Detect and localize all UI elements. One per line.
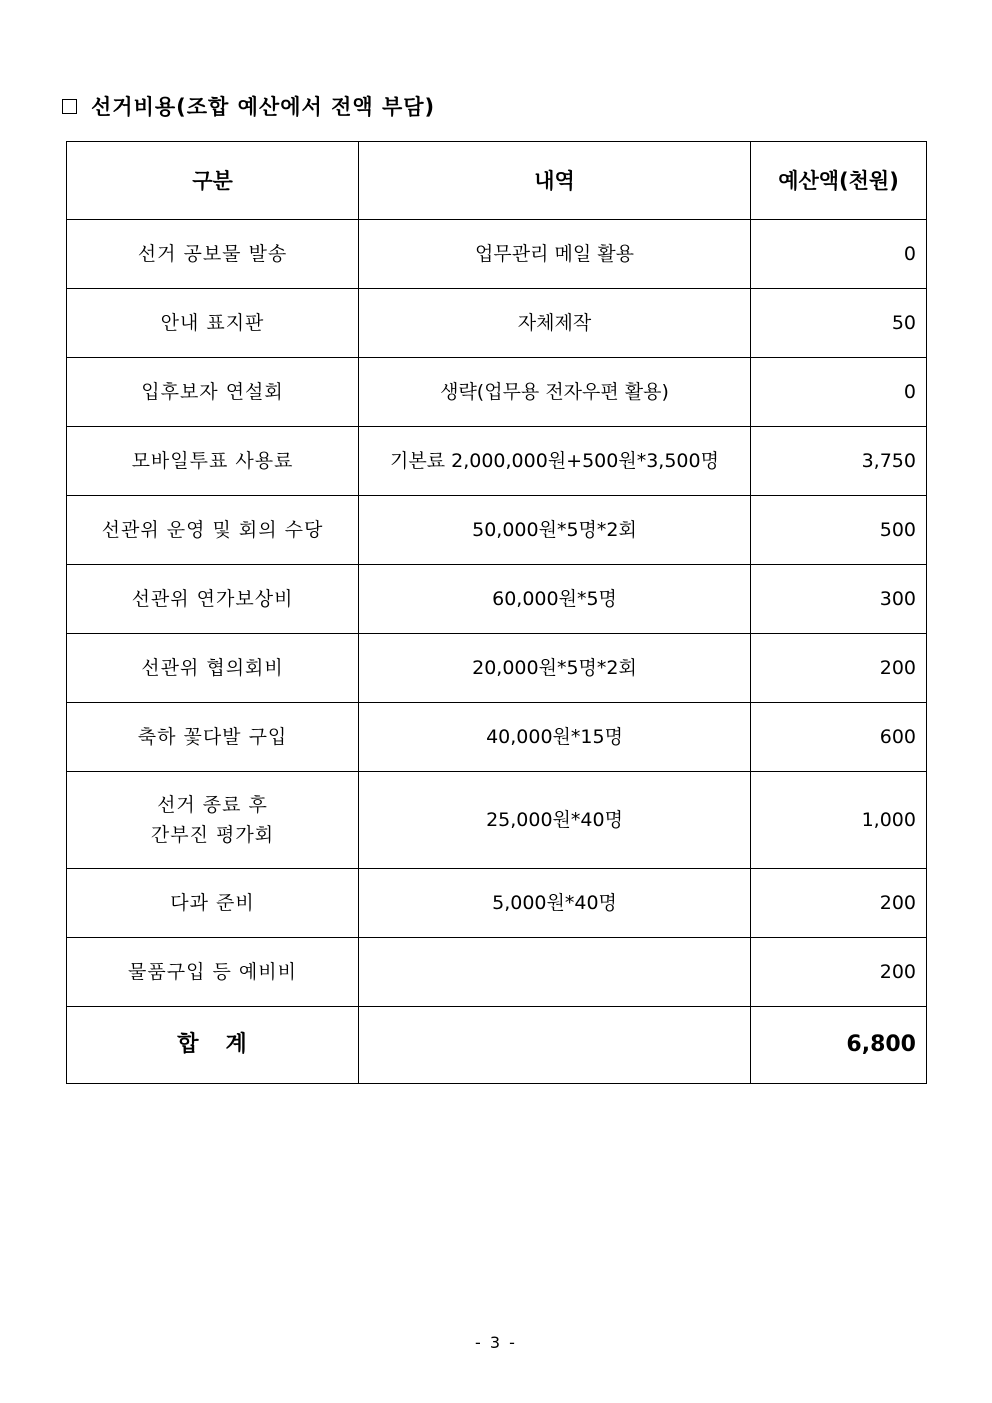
row-category-line: 선거 종료 후 [157,794,268,816]
table-row [67,869,927,938]
row-category-line: 물품구입 등 예비비 [128,961,297,983]
total-row [67,1007,927,1084]
table-row [67,220,927,289]
row-detail: 5,000원*40명 [359,869,751,938]
column-header-detail: 내역 [359,142,751,220]
total-detail [359,1007,751,1084]
row-category-line: 입후보자 연설회 [141,381,284,403]
row-category-line: 다과 준비 [170,892,255,914]
total-amount: 6,800 [751,1007,927,1084]
row-detail: 업무관리 메일 활용 [359,220,751,289]
row-category [67,938,359,1007]
row-amount: 200 [751,938,927,1007]
row-category-line: 선거 공보물 발송 [137,243,288,265]
row-amount: 0 [751,220,927,289]
row-category-line: 모바일투표 사용료 [131,450,294,472]
row-category [67,703,359,772]
row-category [67,634,359,703]
row-detail: 자체제작 [359,289,751,358]
checkbox-square-icon [62,99,77,114]
row-category-line: 축하 꽃다발 구입 [137,726,288,748]
row-amount: 200 [751,634,927,703]
row-category-line: 선관위 협의회비 [141,657,284,679]
row-detail: 기본료 2,000,000원+500원*3,500명 [359,427,751,496]
table-body [67,220,927,1007]
row-category-line: 선관위 운영 및 회의 수당 [101,519,324,541]
total-label: 합 계 [67,1007,359,1084]
budget-table [66,141,927,1084]
row-detail: 생략(업무용 전자우편 활용) [359,358,751,427]
table-row [67,938,927,1007]
row-category [67,772,359,869]
row-amount: 1,000 [751,772,927,869]
table-row [67,496,927,565]
row-detail: 20,000원*5명*2회 [359,634,751,703]
table-row [67,634,927,703]
row-detail: 40,000원*15명 [359,703,751,772]
page-number: - 3 - [475,1333,517,1352]
column-header-amount: 예산액(천원) [751,142,927,220]
row-category [67,220,359,289]
table-row [67,358,927,427]
table-header-row [67,142,927,220]
row-amount: 50 [751,289,927,358]
row-category [67,565,359,634]
row-category [67,289,359,358]
table-row [67,703,927,772]
table-row [67,289,927,358]
row-amount: 600 [751,703,927,772]
row-amount: 0 [751,358,927,427]
row-category-line: 간부진 평가회 [150,824,275,846]
row-category [67,496,359,565]
column-header-category: 구분 [67,142,359,220]
row-category [67,869,359,938]
table-row [67,772,927,869]
table-row [67,427,927,496]
table-row [67,565,927,634]
row-detail: 50,000원*5명*2회 [359,496,751,565]
row-detail: 25,000원*40명 [359,772,751,869]
row-category [67,427,359,496]
section-title: 선거비용(조합 예산에서 전액 부담) [91,95,436,119]
row-detail [359,938,751,1007]
row-amount: 300 [751,565,927,634]
row-category-line: 선관위 연가보상비 [131,588,294,610]
row-amount: 200 [751,869,927,938]
row-amount: 3,750 [751,427,927,496]
row-detail: 60,000원*5명 [359,565,751,634]
row-amount: 500 [751,496,927,565]
section-heading [62,90,435,122]
row-category-line: 안내 표지판 [160,312,265,334]
row-category [67,358,359,427]
